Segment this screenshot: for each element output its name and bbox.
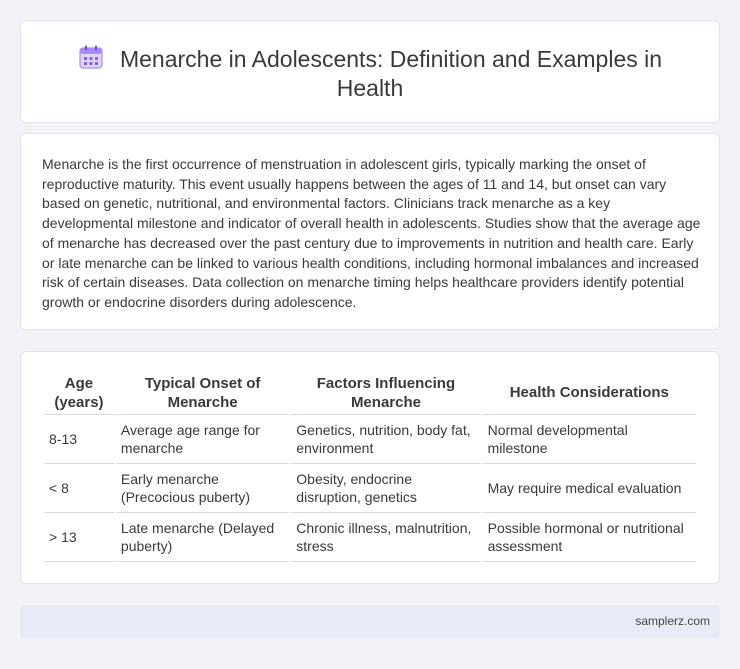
column-header: Health Considerations <box>483 371 696 415</box>
table-cell: Average age range for menarche <box>116 415 289 464</box>
table-cell: < 8 <box>44 464 114 513</box>
column-header: Age (years) <box>44 371 114 415</box>
page-title-container <box>21 44 719 103</box>
table-cell: Possible hormonal or nutritional assessment <box>483 513 696 562</box>
footer-site-link[interactable]: samplerz.com <box>635 614 710 628</box>
table-cell: Chronic illness, malnutrition, stress <box>291 513 480 562</box>
table-row <box>44 415 696 464</box>
table-header-row <box>44 371 696 415</box>
table-cell: Normal developmental milestone <box>483 415 696 464</box>
description-text: Menarche is the first occurrence of menstruation in adolescent girls, typically marking the onset of reproductive maturity. This event usually happens between the ages of 11 and 14, but onset can vary based on genetic, nutritional, and environmental factors. Clinicians track menarche as a key developmental milestone and indicator of overall health in adolescents. Studies show that the average age of menarche has decreased over the past century due to improvements in nutrition and health care. Early or late menarche can be linked to various health conditions, including hormonal imbalances and increased risk of certain diseases. Data collection on menarche timing helps healthcare providers identify potential growth or endocrine disorders during adolescence. <box>42 156 701 310</box>
column-header: Factors Influencing Menarche <box>291 371 480 415</box>
table-cell: 8-13 <box>44 415 114 464</box>
table-cell: May require medical evaluation <box>483 464 696 513</box>
table-cell: Obesity, endocrine disruption, genetics <box>291 464 480 513</box>
table-cell: > 13 <box>44 513 114 562</box>
page-title: Menarche in Adolescents: Definition and Examples in Health <box>119 46 663 101</box>
table-row <box>44 513 696 562</box>
table-cell: Genetics, nutrition, body fat, environment <box>291 415 480 464</box>
calendar-icon <box>78 44 104 70</box>
footer <box>20 605 720 638</box>
menarche-table <box>42 371 698 562</box>
title-card <box>20 20 720 123</box>
description-card <box>20 133 720 330</box>
column-header: Typical Onset of Menarche <box>116 371 289 415</box>
table-cell: Late menarche (Delayed puberty) <box>116 513 289 562</box>
table-cell: Early menarche (Precocious puberty) <box>116 464 289 513</box>
table-row <box>44 464 696 513</box>
table-card <box>20 351 720 584</box>
